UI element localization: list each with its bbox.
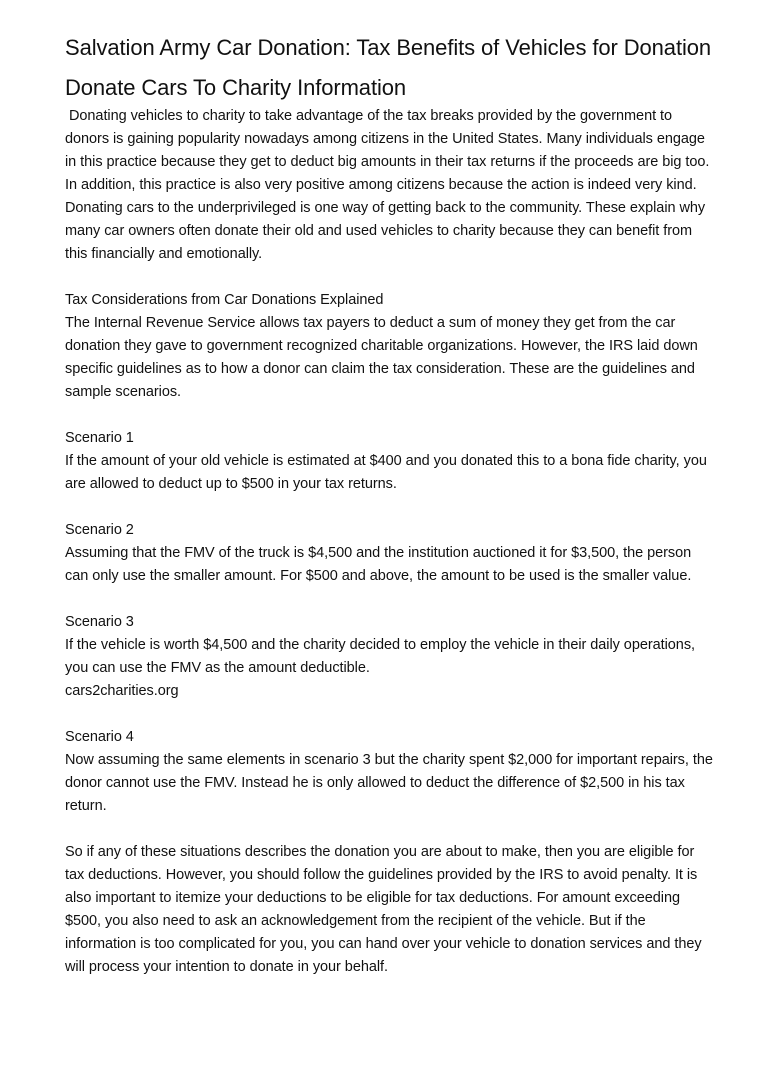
scenario-1-text: If the amount of your old vehicle is estimated at $400 and you donated this to a bona fide charity, you are allowed to deduct up to $500 in your tax returns.: [65, 453, 707, 492]
paragraph-spacer: [65, 496, 715, 519]
paragraph-spacer: [65, 703, 715, 726]
scenario-2-label: Scenario 2: [65, 522, 134, 538]
document-page: [65, 36, 715, 979]
paragraph-spacer: [65, 404, 715, 427]
paragraph-spacer: [65, 588, 715, 611]
scenario-2-text: Assuming that the FMV of the truck is $4,500 and the institution auctioned it for $3,500, the person can only use the smaller amount. For $500 and above, the amount to be used is the smaller value.: [65, 545, 692, 584]
scenario-3-label: Scenario 3: [65, 614, 134, 630]
scenario-3-text: If the vehicle is worth $4,500 and the charity decided to employ the vehicle in their daily operations, you can use the FMV as the amount deductible.: [65, 637, 695, 676]
scenario-4-label: Scenario 4: [65, 729, 134, 745]
scenario-1-label: Scenario 1: [65, 430, 134, 446]
source-text: cars2charities.org: [65, 683, 179, 699]
paragraph-spacer: [65, 266, 715, 289]
intro-paragraph: Donating vehicles to charity to take advantage of the tax breaks provided by the government to donors is gaining popularity nowadays among citizens in the United States. Many individuals engage in this practice because they get to deduct big amounts in their tax returns if the proceeds are big too. In addition, this practice is also very positive among citizens because the action is indeed very kind. Donating cars to the underprivileged is one way of getting back to the community. These explain why many car owners often donate their old and used vehicles to charity because they can benefit from this financially and emotionally.: [65, 108, 714, 262]
conclusion-paragraph: So if any of these situations describes the donation you are about to make, then you are eligible for tax deductions. However, you should follow the guidelines provided by the IRS to avoid penalty. It is also important to itemize your deductions to be eligible for tax deductions. For amount exceeding $500, you also need to ask an acknowledgement from the recipient of the vehicle. But if the information is too complicated for you, you can hand over your vehicle to donation services and they will process your intention to donate in your behalf.: [65, 844, 702, 975]
tax-considerations-heading: Tax Considerations from Car Donations Explained: [65, 292, 384, 308]
paragraph-spacer: [65, 818, 715, 841]
scenario-4-text: Now assuming the same elements in scenario 3 but the charity spent $2,000 for important repairs, the donor cannot use the FMV. Instead he is only allowed to deduct the difference of $2,500 in his tax return.: [65, 752, 713, 814]
section-heading: Donate Cars To Charity Information: [65, 75, 407, 100]
document-title: Salvation Army Car Donation: Tax Benefits of Vehicles for Donation: [65, 35, 712, 60]
tax-considerations-paragraph: The Internal Revenue Service allows tax payers to deduct a sum of money they get from the car donation they gave to government recognized charitable organizations. However, the IRS laid down specific guidelines as to how a donor can claim the tax consideration. These are the guidelines and sample scenarios.: [65, 315, 698, 400]
